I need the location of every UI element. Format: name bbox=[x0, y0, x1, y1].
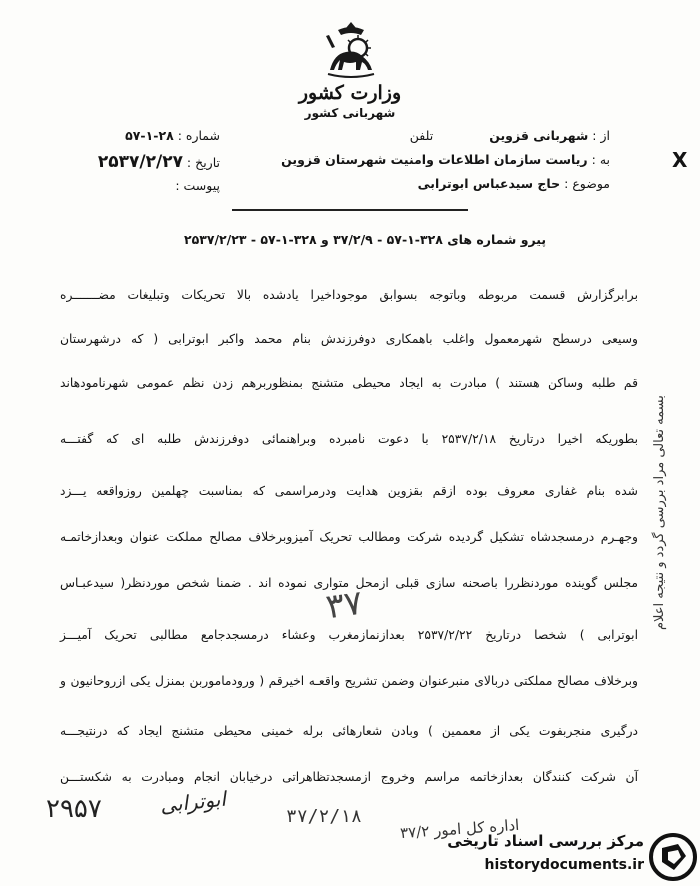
body-line-6: وجهـرم درمسجدشاه تشکیل گردیده شرکت ومطالب تحریک آمیزوبرخلاف مصالح مملکت عنوان وبعدازخاتمـه bbox=[60, 530, 638, 544]
date-value: ۲۵۳۷/۲/۲۷ bbox=[97, 152, 183, 172]
margin-note-text: بسمه تعالی مراد بررسی گردد و نتیجه اعلام bbox=[652, 395, 667, 630]
body-line-4: بطوریکه اخیرا درتاریخ ۲۵۳۷/۲/۱۸ با دعوت نامبرده وبراهنمائی دوفرزندش طلبه ای که گفتـــه bbox=[60, 432, 638, 446]
watermark-url: historydocuments.ir bbox=[484, 857, 644, 873]
body-line-11: آن شرکت کنندگان بعدازخاتمه مراسم وخروج ازمسجدتظاهراتی درخیابان انجام ومبادرت به شکستـــن bbox=[60, 770, 638, 784]
date-field: تاریخ : ۲۵۳۷/۲/۲۷ bbox=[97, 152, 220, 172]
subject-label: موضوع bbox=[572, 176, 610, 191]
handwritten-bottom-note: اداره کل امور ۳۷/۲ bbox=[399, 815, 520, 843]
attachment-field: پیوست : bbox=[175, 178, 220, 193]
handwritten-code: ۲۹۵۷ bbox=[46, 794, 102, 824]
lion-and-sun-emblem-icon bbox=[318, 18, 384, 84]
handwritten-stamp-number: ۳۷ bbox=[323, 582, 366, 628]
reference-line: پیرو شماره های ۳۲۸-۱-۵۷ - ۳۷/۲/۹ و ۳۲۸-۱-۵۷ - ۲۵۳۷/۲/۲۳ bbox=[183, 232, 547, 247]
body-line-8: ابوترابی ) شخصا درتاریخ ۲۵۳۷/۲/۲۲ بعدازنمازمغرب وعشاء درمسجدجامع مطالبی تحریک آمیـــز bbox=[60, 628, 638, 642]
office-name: شهربانی کشور bbox=[304, 106, 396, 120]
margin-handwriting bbox=[652, 395, 700, 645]
archive-watermark bbox=[402, 828, 700, 884]
attachment-label: پیوست bbox=[183, 178, 220, 193]
archive-logo-icon bbox=[648, 832, 698, 882]
body-line-7: مجلس گوینده موردنظررا باصحنه سازی قبلی ازمحل متواری نموده اند . ضمنا شخص موردنظر( سیدعبـاس bbox=[60, 576, 638, 590]
number-value: ۲۸-۱-۵۷ bbox=[125, 128, 174, 143]
header-divider bbox=[232, 209, 468, 211]
body-line-3: قم طلبه وساکن هستند ) مبادرت به ایجاد محیطی متشنج بمنظوربرهم زدن نظم عمومی شهرنامودهاند bbox=[60, 376, 638, 390]
number-field: شماره : ۲۸-۱-۵۷ bbox=[125, 128, 220, 143]
body-line-2: وسیعی درسطح شهرمعمول واغلب باهمکاری دوفرزندش بنام محمد واکبر ابوترابی ( که درشهرستان bbox=[60, 332, 638, 346]
body-line-10: درگیری منجربفوت یکی از معممین ) وبادن شعارهائی برله خمینی محیطی متشنج ایجاد که درنتیجـــه bbox=[60, 724, 638, 738]
body-line-1: برابرگزارش قسمت مربوطه وباتوجه بسوابق موجوداخیرا یادشده بالا تحریکات وتبلیغات مضـــــــره bbox=[60, 288, 638, 302]
number-label: شماره bbox=[185, 128, 220, 143]
handwritten-x-mark: X bbox=[672, 148, 688, 172]
from-label: از bbox=[600, 128, 610, 143]
date-label: تاریخ bbox=[195, 155, 220, 170]
to-value: ریاست سازمان اطلاعات وامنیت شهرستان قزوین bbox=[281, 152, 588, 167]
received-date-stamp: ۳۷/۲/۱۸ bbox=[286, 806, 362, 827]
body-line-5: شده بنام غفاری معروف بوده ازقم بقزوین هدایت ودرمراسمی که بمناسبت چهلمین روزواقعه یـــزد bbox=[60, 484, 638, 498]
ministry-title: وزارت کشور bbox=[298, 82, 402, 104]
from-field: از : شهربانی قزوین تلفن bbox=[409, 128, 610, 143]
watermark-title: مرکز بررسی اسناد تاریخی bbox=[447, 832, 644, 850]
handwritten-signature: ابوترابی bbox=[158, 786, 227, 818]
subject-field: موضوع : حاج سیدعباس ابوترابی bbox=[417, 176, 610, 191]
to-field: به : ریاست سازمان اطلاعات وامنیت شهرستان قزوین bbox=[281, 152, 610, 167]
to-label: به bbox=[599, 152, 610, 167]
subject-value: حاج سیدعباس ابوترابی bbox=[417, 176, 561, 191]
body-line-9: وبرخلاف مصالح مملکتی دربالای منبرعنوان وضمن تشریح واقعـه اخیرقم ( ورودماموربن بمنزل یکی ازروحانیون و bbox=[60, 674, 638, 688]
phone-label: تلفن bbox=[409, 128, 434, 143]
from-value: شهربانی قزوین bbox=[489, 128, 589, 143]
